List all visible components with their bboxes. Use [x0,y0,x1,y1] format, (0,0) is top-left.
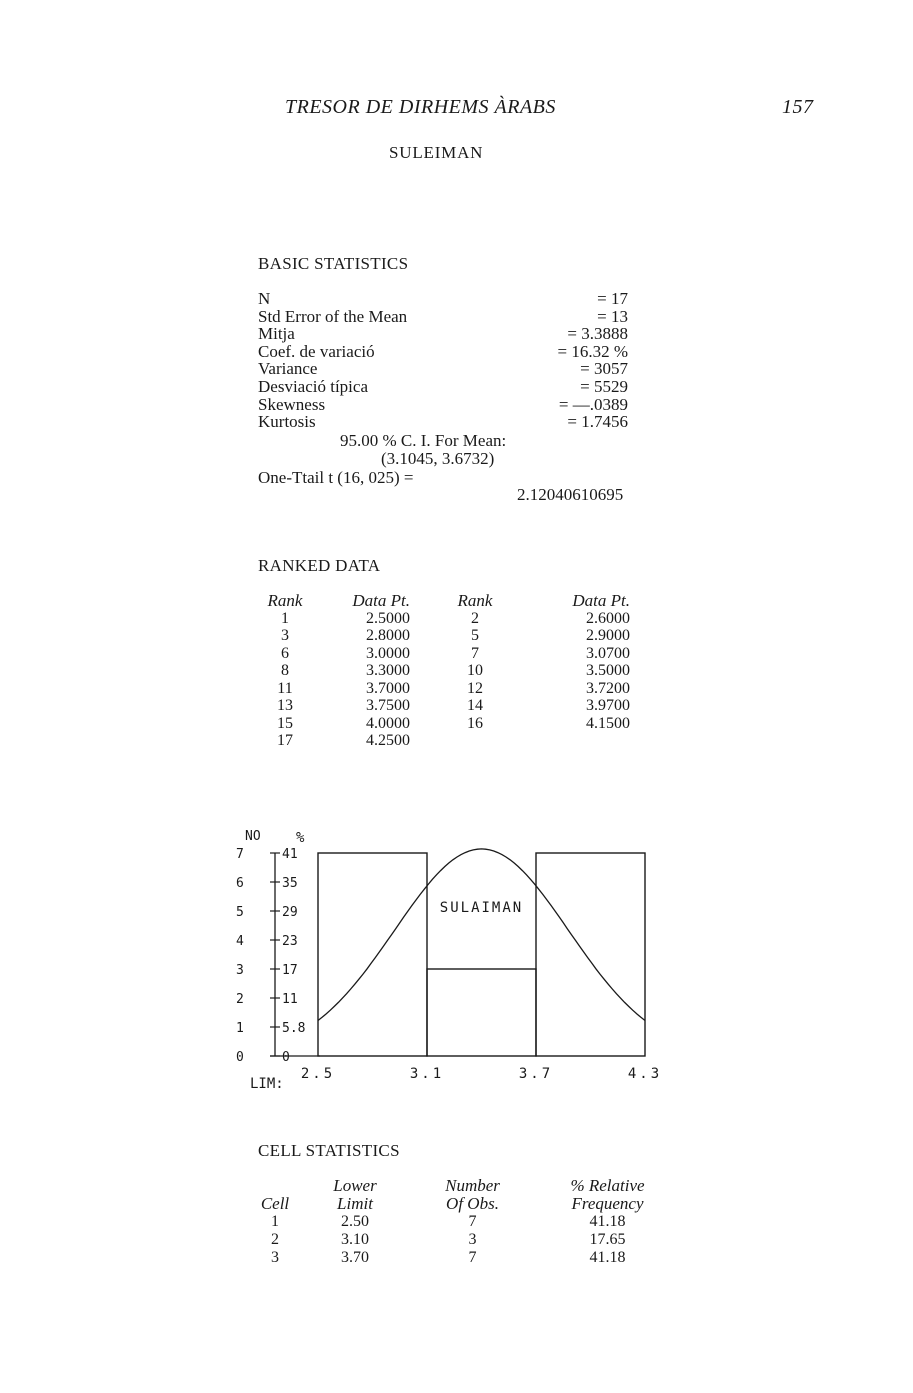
cell-col-4-line1: % Relative [570,1176,645,1195]
y-tick-label-pct: 29 [282,905,298,920]
stat-label: N [258,289,271,308]
ttail-label: One-Ttail t (16, 025) = [258,468,414,487]
rank-cell: 5 [471,627,479,644]
stat-row [258,308,628,326]
table-row [250,662,630,680]
number-of-obs: 7 [468,1249,477,1266]
stat-value: = 3.3888 [567,324,628,344]
data-pt-cell: 3.0700 [586,644,630,662]
y-tick-label-pct: 41 [282,847,298,862]
histogram-bar [318,853,427,1056]
rank-cell: 13 [277,697,293,714]
section-subtitle: SULEIMAN [389,143,484,162]
cell-col-1-line1 [245,1177,305,1195]
rank-cell [420,732,530,750]
rank-cell: 1 [281,609,289,627]
table-row [245,1249,675,1267]
basic-statistics-list [258,290,628,431]
y-tick-label-no: 6 [236,876,244,891]
rank-cell: 10 [467,662,483,679]
rank-cell: 6 [281,644,289,662]
data-pt-cell: 3.0000 [366,644,410,662]
stat-label: Std Error of the Mean [258,306,408,326]
stat-label: Variance [258,359,318,379]
cell-col-3-line2: Of Obs. [446,1194,499,1213]
stat-label: Desviació típica [258,376,368,396]
y-tick-label-no: 1 [236,1021,244,1036]
y-tick-label-pct: 17 [282,963,298,978]
y-axis-pct-label: % [296,830,305,846]
cell-statistics-heading: CELL STATISTICS [258,1141,400,1160]
table-row [250,610,630,628]
y-axis-no-label: NO [245,829,261,844]
ttail-value: 2.12040610695 [517,485,624,504]
chart-title: SULAIMAN [439,900,524,916]
ci-label: 95.00 % C. I. For Mean: [340,431,507,450]
col-header-data-pt: Data Pt. [352,591,410,610]
y-tick-label-no: 5 [236,905,244,920]
y-tick-label-pct: 23 [282,934,298,949]
cell-statistics-table [245,1177,675,1267]
stat-row [258,360,628,378]
rank-cell: 2 [471,609,479,627]
stat-row [258,413,628,431]
stat-row [258,290,628,308]
table-row [250,680,630,698]
stat-value: = 3057 [580,359,628,379]
data-pt-cell: 3.5000 [586,662,630,679]
table-row [245,1231,675,1249]
y-tick-label-pct: 35 [282,876,298,891]
number-of-obs: 3 [468,1231,477,1248]
col-header-data-pt-2: Data Pt. [572,591,630,610]
cell-number: 2 [271,1231,279,1248]
y-tick-label-no: 4 [236,934,244,949]
histogram-bar [536,853,645,1056]
lower-limit: 3.70 [341,1249,369,1266]
relative-frequency: 17.65 [589,1231,626,1248]
relative-frequency: 41.18 [589,1249,626,1266]
col-header-rank: Rank [267,591,303,610]
data-pt-cell: 2.8000 [366,627,410,644]
stat-label: Mitja [258,324,295,344]
data-pt-cell: 3.7200 [586,679,630,697]
data-pt-cell: 4.2500 [366,732,410,749]
table-row [250,732,630,750]
table-row [250,645,630,663]
page-number: 157 [782,96,814,118]
histogram-bar [427,969,536,1056]
stat-value: = 1.7456 [567,412,628,432]
data-pt-cell: 3.3000 [366,662,410,679]
x-axis-prefix: LIM: [250,1076,284,1092]
y-tick-label-no: 2 [236,992,244,1007]
cell-number: 1 [271,1213,279,1230]
data-pt-cell [530,732,630,750]
running-title: TRESOR DE DIRHEMS ÀRABS [285,96,556,118]
stat-row [258,396,628,414]
rank-cell: 8 [281,662,289,679]
data-pt-cell: 4.1500 [586,714,630,732]
lower-limit: 2.50 [341,1213,369,1230]
data-pt-cell: 3.7000 [366,679,410,697]
rank-cell: 17 [277,732,293,749]
data-pt-cell: 3.9700 [586,697,630,714]
cell-number: 3 [271,1249,279,1266]
y-tick-label-no: 7 [236,847,244,862]
x-tick-label: 4.3 [627,1066,663,1082]
data-pt-cell: 3.7500 [366,697,410,714]
table-row [245,1213,675,1231]
stat-value: = —.0389 [558,394,628,414]
stat-label: Skewness [258,394,326,414]
table-row [250,715,630,733]
stat-row [258,343,628,361]
y-tick-label-no: 0 [236,1050,244,1065]
rank-cell: 7 [471,644,479,662]
basic-statistics-heading: BASIC STATISTICS [258,254,409,273]
y-tick-label-pct: 5.8 [282,1021,306,1036]
rank-cell: 11 [277,679,293,697]
cell-col-4-line2: Frequency [571,1194,644,1213]
stat-value: = 17 [597,289,628,308]
ranked-data-table [250,592,630,750]
cell-col-3-line1: Number [445,1176,500,1195]
ranked-data-heading: RANKED DATA [258,556,381,575]
relative-frequency: 41.18 [589,1213,626,1230]
x-tick-label: 3.7 [518,1066,554,1082]
y-tick-label-pct: 0 [282,1050,290,1065]
table-row [250,627,630,645]
table-row [250,697,630,715]
cell-col-2-line2: Limit [337,1194,373,1213]
stat-row [258,325,628,343]
rank-cell: 16 [467,714,483,732]
stat-value: = 16.32 % [557,341,628,361]
col-header-rank-2: Rank [457,591,493,610]
histogram-chart [0,820,913,1120]
cell-col-2-line1: Lower [333,1176,377,1195]
stat-label: Coef. de variació [258,341,375,361]
data-pt-cell: 2.5000 [366,609,410,627]
rank-cell: 15 [277,714,293,732]
y-tick-label-no: 3 [236,963,244,978]
data-pt-cell: 4.0000 [366,714,410,732]
rank-cell: 14 [467,697,483,714]
normal-curve [318,849,645,1021]
stat-value: = 5529 [580,376,628,396]
stat-row [258,378,628,396]
data-pt-cell: 2.9000 [586,627,630,644]
number-of-obs: 7 [468,1213,477,1230]
lower-limit: 3.10 [341,1231,369,1248]
y-tick-label-pct: 11 [282,992,298,1007]
stat-label: Kurtosis [258,412,316,432]
x-tick-label: 2.5 [300,1066,336,1082]
rank-cell: 12 [467,679,483,697]
rank-cell: 3 [281,627,289,644]
cell-col-1-line2: Cell [260,1194,290,1213]
data-pt-cell: 2.6000 [586,609,630,627]
ci-value: (3.1045, 3.6732) [381,449,495,468]
x-tick-label: 3.1 [409,1066,445,1082]
stat-value: = 13 [597,306,628,326]
